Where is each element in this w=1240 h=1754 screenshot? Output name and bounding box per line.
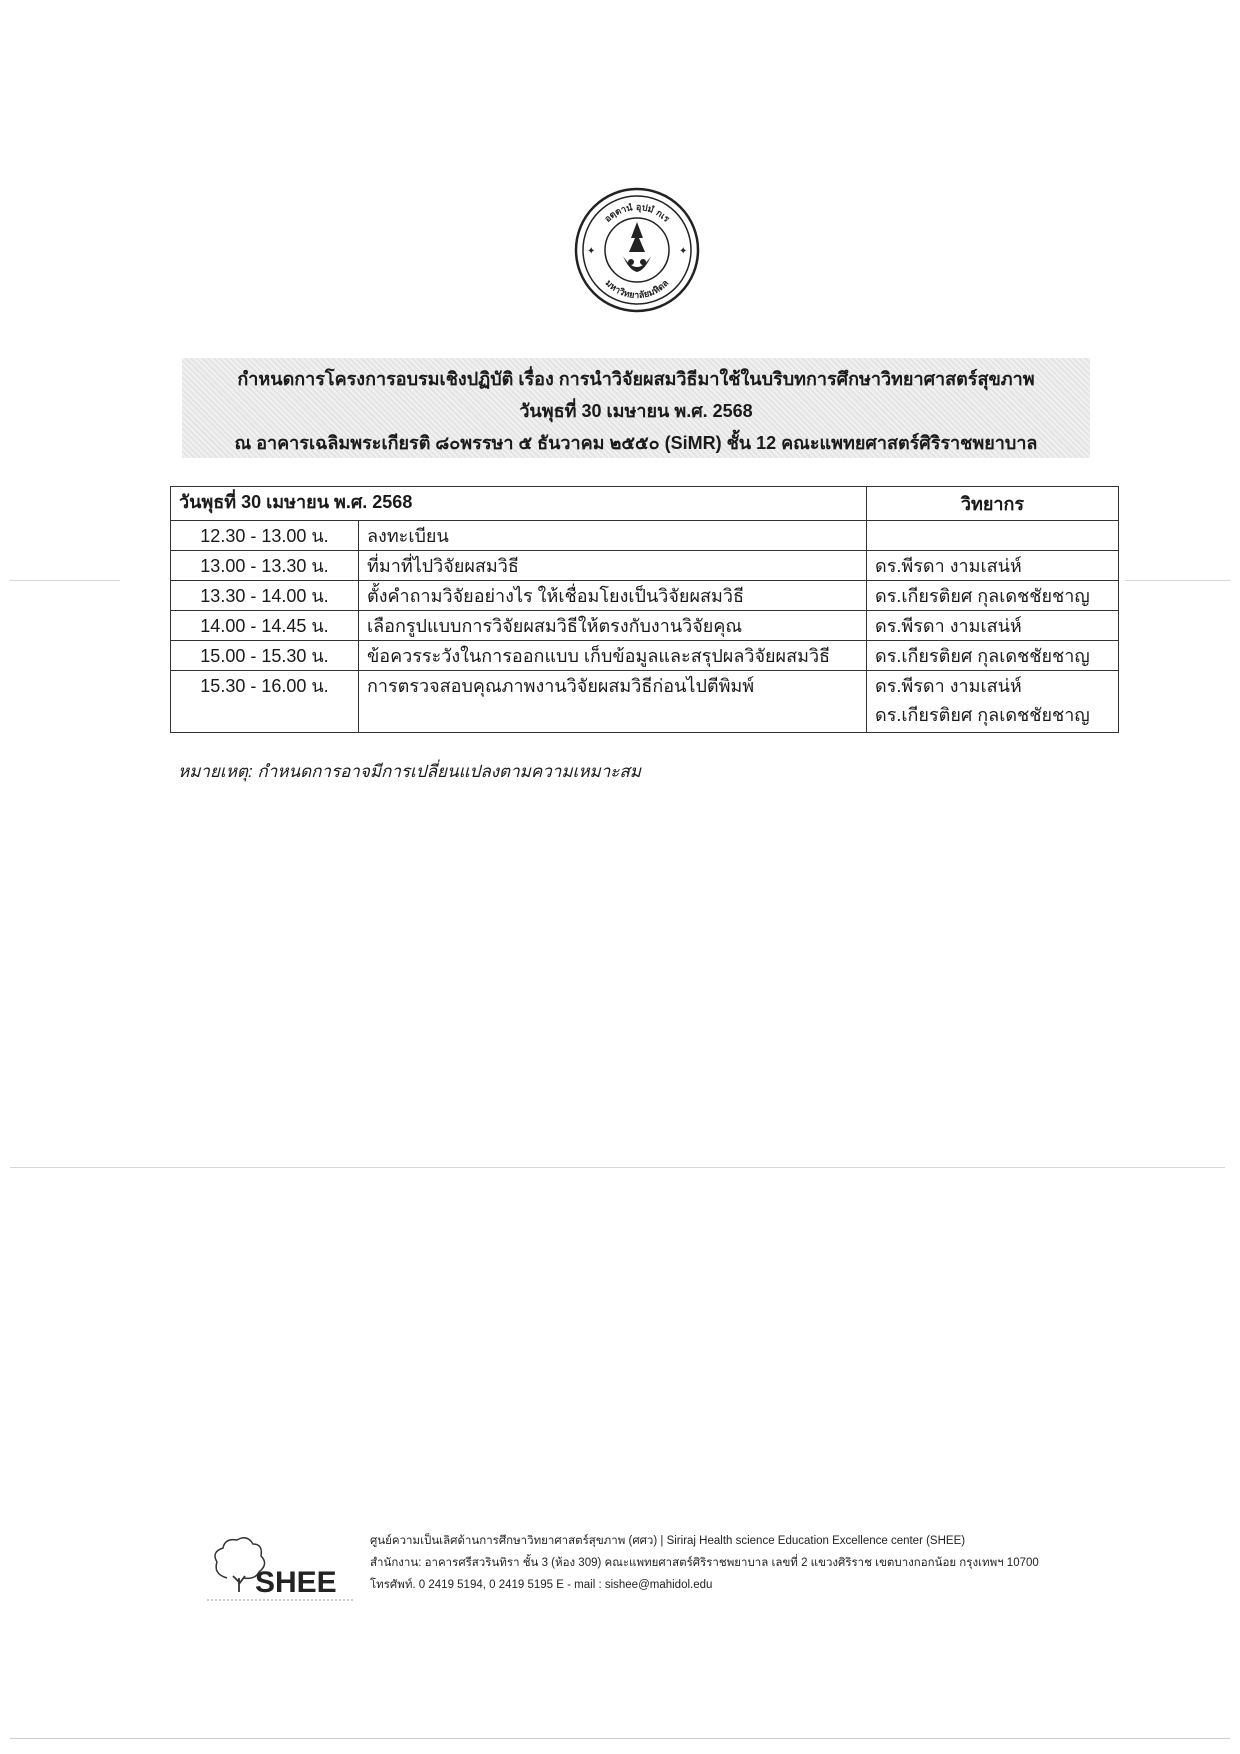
schedule-row: [171, 581, 1119, 611]
schedule-topic: ที่มาที่ไปวิจัยผสมวิธี: [359, 551, 867, 581]
schedule-speaker: [867, 611, 1119, 641]
schedule-row: [171, 671, 1119, 733]
schedule-date-header: วันพุธที่ 30 เมษายน พ.ศ. 2568: [171, 487, 867, 521]
footer-address: สำนักงาน: อาคารศรีสวรินทิรา ชั้น 3 (ห้อง 309) คณะแพทยศาสตร์ศิริราชพยาบาล เลขที่ 2 แขวงศิริราช เขตบางกอกน้อย กรุงเทพฯ 10700: [370, 1557, 1039, 1569]
footer-phone-email: โทรศัพท์. 0 2419 5194, 0 2419 5195 E - mail : sishee@mahidol.edu: [370, 1579, 713, 1591]
page-title: กำหนดการโครงการอบรมเชิงปฏิบัติ เรื่อง การนำวิจัยผสมวิธีมาใช้ในบริบทการศึกษาวิทยาศาสตร์สุขภาพ: [237, 369, 1035, 389]
schedule-topic: ลงทะเบียน: [359, 521, 867, 551]
svg-text:✦: ✦: [587, 246, 596, 257]
schedule-topic: ตั้งคำถามวิจัยอย่างไร ให้เชื่อมโยงเป็นวิจัยผสมวิธี: [359, 581, 867, 611]
schedule-row: [171, 521, 1119, 551]
svg-text:อตฺตานํ อุปมํ กเร: [603, 202, 671, 225]
schedule-time: 15.00 - 15.30 น.: [171, 641, 359, 671]
schedule-note: หมายเหตุ: กำหนดการอาจมีการเปลี่ยนแปลงตามความเหมาะสม: [178, 762, 642, 781]
schedule-row: [171, 641, 1119, 671]
speaker-name: ดร.พีรดา งามเสน่ห์: [875, 556, 1022, 576]
schedule-time: 13.00 - 13.30 น.: [171, 551, 359, 581]
title-venue: ณ อาคารเฉลิมพระเกียรติ ๘๐พรรษา ๕ ธันวาคม ๒๕๕๐ (SiMR) ชั้น 12 คณะแพทยศาสตร์ศิริราชพยาบาล: [234, 433, 1038, 453]
scan-artifact: [10, 580, 120, 581]
scan-artifact: [10, 1167, 1225, 1168]
university-seal-logo: [573, 186, 701, 314]
seal-text-top: อตฺตานํ อุปมํ กเร: [603, 202, 671, 225]
footer: [205, 1530, 1105, 1610]
schedule-row: [171, 551, 1119, 581]
speaker-name: ดร.พีรดา งามเสน่ห์: [875, 616, 1022, 636]
svg-text:✦: ✦: [679, 246, 688, 257]
schedule-time: 14.00 - 14.45 น.: [171, 611, 359, 641]
speaker-name: ดร.เกียรติยศ กุลเดชชัยชาญ: [875, 705, 1090, 725]
speaker-column-header: วิทยากร: [867, 487, 1119, 521]
schedule-speaker: [867, 641, 1119, 671]
schedule-topic: ข้อควรระวังในการออกแบบ เก็บข้อมูลและสรุปผลวิจัยผสมวิธี: [359, 641, 867, 671]
speaker-name: ดร.พีรดา งามเสน่ห์: [875, 676, 1022, 696]
scan-artifact: [1125, 580, 1230, 581]
speaker-name: ดร.เกียรติยศ กุลเดชชัยชาญ: [875, 646, 1090, 666]
schedule-speaker: [867, 581, 1119, 611]
footer-contact: [370, 1530, 1039, 1596]
schedule-row: [171, 611, 1119, 641]
shee-logo-text: SHEE: [255, 1566, 337, 1599]
bottom-divider: [10, 1738, 1230, 1739]
schedule-time: 12.30 - 13.00 น.: [171, 521, 359, 551]
schedule-topic: การตรวจสอบคุณภาพงานวิจัยผสมวิธีก่อนไปตีพิมพ์: [359, 671, 867, 733]
schedule-time: 13.30 - 14.00 น.: [171, 581, 359, 611]
speaker-name: ดร.เกียรติยศ กุลเดชชัยชาญ: [875, 586, 1090, 606]
title-date: วันพุธที่ 30 เมษายน พ.ศ. 2568: [519, 401, 753, 421]
schedule-topic: เลือกรูปแบบการวิจัยผสมวิธีให้ตรงกับงานวิจัยคุณ: [359, 611, 867, 641]
schedule-speaker: [867, 551, 1119, 581]
footer-center-name: ศูนย์ความเป็นเลิศด้านการศึกษาวิทยาศาสตร์สุขภาพ (ศศว) | Siriraj Health science Education Excellence center (SHEE): [370, 1535, 966, 1547]
schedule-speaker: [867, 521, 1119, 551]
schedule-table: [170, 486, 1119, 733]
schedule-time: 15.30 - 16.00 น.: [171, 671, 359, 733]
schedule-speaker: [867, 671, 1119, 733]
seal-text-bottom: มหาวิทยาลัยมหิดล: [602, 278, 672, 302]
shee-logo: [205, 1530, 365, 1606]
